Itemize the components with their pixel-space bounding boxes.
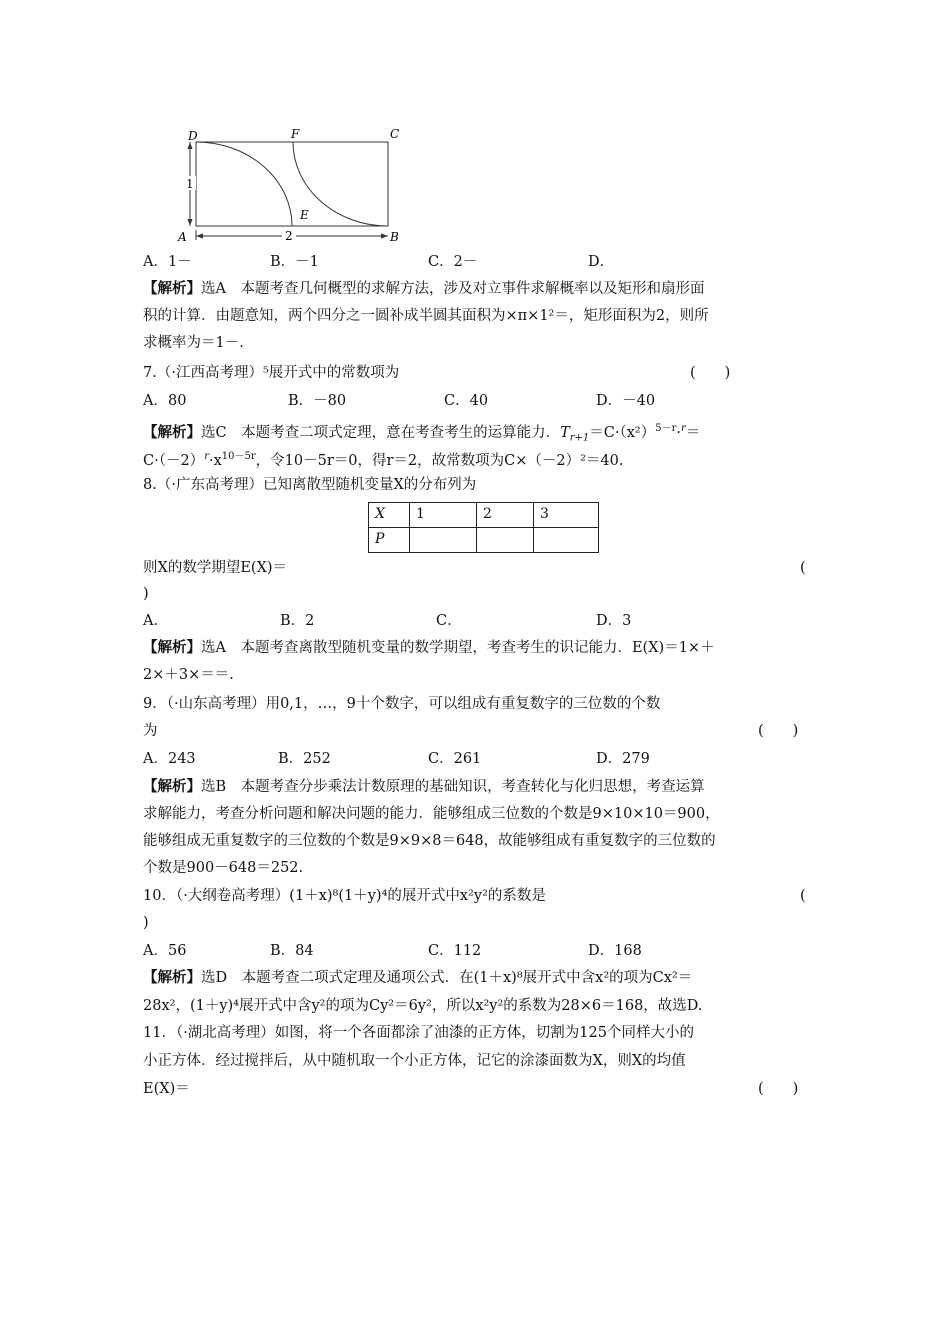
side-arrow-top xyxy=(188,142,193,149)
q7-option-d: D．－40 xyxy=(596,393,656,409)
q6-solution-line-2: 积的计算．由题意知，两个四分之一圆补成半圆其面积为×π×1²＝，矩形面积为2，则所 xyxy=(143,308,709,324)
q8-stem-2: 则X的数学期望E(X)＝ xyxy=(143,560,288,576)
table-cell: 3 xyxy=(534,503,599,528)
q8-option-b: B．2 xyxy=(280,613,315,629)
q9-stem-2: 为 xyxy=(143,723,158,739)
bottom-length-label: 2 xyxy=(285,229,293,243)
solution-tag: 【解析】 xyxy=(143,639,201,656)
rectangle-abcd xyxy=(196,142,388,226)
point-label-a: A xyxy=(178,230,187,244)
q6-option-b: B．－1 xyxy=(270,254,319,270)
geometry-figure xyxy=(172,128,412,248)
q8-option-d: D．3 xyxy=(596,613,632,629)
point-label-f: F xyxy=(291,128,300,141)
q8-paren-open: ( xyxy=(800,560,806,576)
distribution-table xyxy=(368,502,599,553)
q6-solution-line-3: 求概率为＝1－. xyxy=(143,335,244,351)
q11-stem-2: 小正方体．经过搅拌后，从中随机取一个小正方体，记它的涂漆面数为X，则X的均值 xyxy=(143,1053,686,1069)
q9-option-d: D．279 xyxy=(596,751,650,767)
q8-solution-line-1: 【解析】选A 本题考查离散型随机变量的数学期望，考查考生的识记能力．E(X)＝1×＋ xyxy=(143,639,715,656)
q6-solution-line-1 xyxy=(143,279,704,299)
q10-option-d: D．168 xyxy=(588,943,642,959)
q9-stem: 9．（·山东高考理）用0,1，…，9十个数字，可以组成有重复数字的三位数的个数 xyxy=(143,696,661,712)
q8-option-c: C． xyxy=(436,613,462,629)
q10-paren-open: ( xyxy=(800,888,806,904)
solution-tag: 【解析】 xyxy=(143,778,201,795)
q7-stem: 7.（·江西高考理）⁵展开式中的常数项为 xyxy=(143,365,400,381)
side-arrow-bottom xyxy=(188,219,193,226)
q8-paren-close: ) xyxy=(143,586,149,602)
q10-solution-line-1: 【解析】选D 本题考查二项式定理及通项公式．在(1＋x)⁸展开式中含x²的项为Cx²＝ xyxy=(143,969,693,986)
q7-option-b: B．－80 xyxy=(288,393,347,409)
q10-paren-close: ) xyxy=(143,915,149,931)
q8-solution-line-2: 2×＋3×＝＝. xyxy=(143,667,234,683)
table-cell xyxy=(534,528,599,553)
q6-option-c: C．2－ xyxy=(428,254,478,270)
q8-option-a: A． xyxy=(143,613,168,629)
q9-solution-line-1: 【解析】选B 本题考查分步乘法计数原理的基础知识，考查转化与化归思想，考查运算 xyxy=(143,778,705,795)
q6-option-a: A．1－ xyxy=(143,254,192,270)
point-label-c: C xyxy=(390,128,400,141)
point-label-e: E xyxy=(300,208,309,222)
q7-option-c: C．40 xyxy=(444,393,489,409)
q9-solution-line-4: 个数是900－648＝252. xyxy=(143,860,304,876)
table-row xyxy=(369,503,599,528)
q8-stem: 8.（·广东高考理）已知离散型随机变量X的分布列为 xyxy=(143,477,477,493)
q9-answer-paren: ( ) xyxy=(758,723,799,739)
table-cell xyxy=(477,528,534,553)
q7-option-a: A．80 xyxy=(143,393,187,409)
q10-stem: 10．（·大纲卷高考理）(1＋x)⁸(1＋y)⁴的展开式中x²y²的系数是 xyxy=(143,888,546,904)
point-label-b: B xyxy=(390,230,399,244)
q10-option-a: A．56 xyxy=(143,943,187,959)
q7-answer-paren: ( ) xyxy=(690,365,731,381)
q11-stem: 11．（·湖北高考理）如图，将一个各面都涂了油漆的正方体，切割为125个同样大小的 xyxy=(143,1025,694,1041)
q6-solution-text: 选A 本题考查几何概型的求解方法，涉及对立事件求解概率以及矩形和扇形面 xyxy=(201,281,705,297)
table-cell xyxy=(410,528,477,553)
table-cell: P xyxy=(369,528,410,553)
side-length-label: 1 xyxy=(186,177,194,191)
table-cell: 1 xyxy=(410,503,477,528)
q9-option-c: C．261 xyxy=(428,751,482,767)
quarter-arc-de xyxy=(196,142,292,226)
solution-tag: 【解析】 xyxy=(143,969,201,986)
point-label-d: D xyxy=(188,129,198,143)
q6-option-d: D． xyxy=(588,254,615,270)
bottom-arrow-left xyxy=(196,234,203,239)
q10-solution-line-2: 28x²，(1＋y)⁴展开式中含y²的项为Cy²＝6y²，所以x²y²的系数为28×6＝168，故选D. xyxy=(143,998,703,1014)
q9-option-a: A．243 xyxy=(143,751,196,767)
solution-tag: 【解析】 xyxy=(143,280,201,297)
solution-tag: 【解析】 xyxy=(143,423,201,441)
q10-option-c: C．112 xyxy=(428,943,482,959)
q7-solution-line-2: $C\cdot(-2)^r\cdot x^{10-5r}$，令10－5r＝0，得r＝2，故常数项为C×（－2）²＝40. xyxy=(143,451,624,469)
table-cell: 2 xyxy=(477,503,534,528)
q9-option-b: B．252 xyxy=(278,751,331,767)
q9-solution-line-2: 求解能力，考查分析问题和解决问题的能力．能够组成三位数的个数是9×10×10＝900， xyxy=(143,806,720,822)
table-row xyxy=(369,528,599,553)
q11-stem-3: E(X)＝ xyxy=(143,1081,190,1097)
bottom-arrow-right xyxy=(381,234,388,239)
table-cell: X xyxy=(369,503,410,528)
q10-option-b: B．84 xyxy=(270,943,314,959)
q11-answer-paren: ( ) xyxy=(758,1081,799,1097)
q9-solution-line-3: 能够组成无重复数字的三位数的个数是9×9×8＝648，故能够组成有重复数字的三位数的 xyxy=(143,833,716,849)
q7-solution-line-1: 【解析】选C 本题考查二项式定理，意在考查考生的运算能力．$T_{r+1}=C\cdot(x^2)^{5-r}\cdot^r=$ xyxy=(143,423,701,444)
